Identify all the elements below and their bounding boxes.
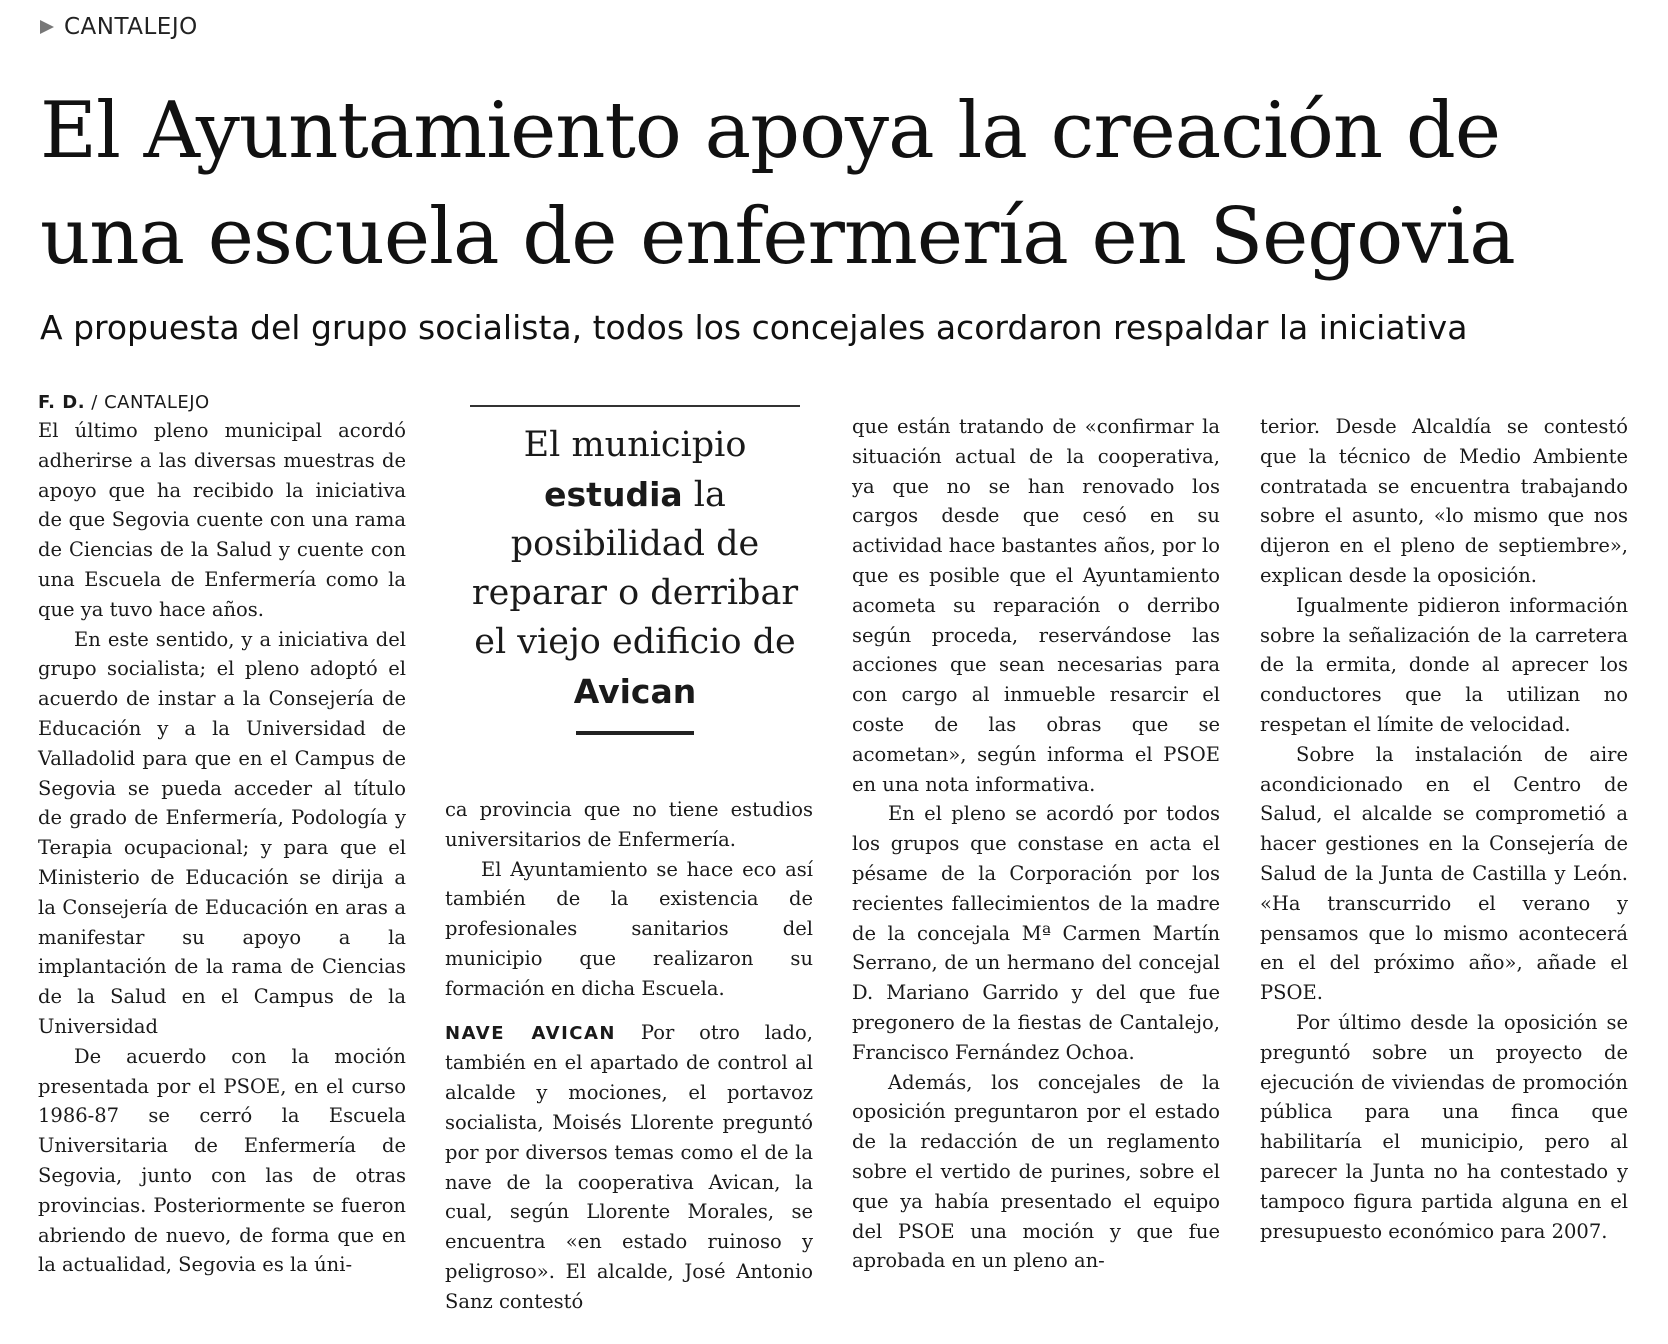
paragraph: que están tratando de «confirmar la situación actual de la cooperativa, ya que no se han renovado los cargos desde que cesó en su actividad hace bastantes años, por lo que es posible que el Ayuntamiento acometa su reparación o derribo según proceda, reservándose las acciones que sean necesarias para con cargo al inmueble resarcir el coste de las obras que se acometan», según informa el PSOE en una nota informativa. — [852, 415, 1220, 796]
pull-quote — [470, 405, 800, 735]
paragraph: Sobre la instalación de aire acondicionado en el Centro de Salud, el alcalde se comprometió a hacer gestiones en la Consejería de Salud de la Junta de Castilla y León. «Ha transcurrido el verano y pensamos que lo mismo acontecerá en el del próximo año», añade el PSOE. — [1260, 742, 1628, 1005]
paragraph: Por último desde la oposición se preguntó sobre un proyecto de ejecución de viviendas de promoción pública para una finca que habilitaría el municipio, pero al parecer la Junta no ha contestado y tampoco figura partida alguna en el presupuesto económico para 2007. — [1260, 1010, 1628, 1243]
column-1 — [38, 390, 406, 1280]
paragraph: NAVE AVICAN Por otro lado, también en el apartado de control al alcalde y mociones, el portavoz socialista, Moisés Llorente preguntó por por diversos temas como el de la nave de la cooperativa Avican, la cual, según Llorente Morales, se encuentra «en estado ruinoso y peligroso». El alcalde, José Antonio Sanz contestó — [445, 1020, 813, 1313]
section-name: CANTALEJO — [64, 14, 198, 40]
paragraph: ca provincia que no tiene estudios universitarios de Enfermería. — [445, 798, 813, 851]
play-triangle-icon — [40, 20, 54, 34]
paragraph: terior. Desde Alcaldía se contestó que la técnico de Medio Ambiente contratada se encuentra trabajando sobre el asunto, «lo mismo que nos dijeron en el pleno de septiembre», explican desde la oposición. — [1260, 415, 1628, 587]
headline: El Ayuntamiento apoya la creación de una escuela de enfermería en Segovia — [40, 86, 1515, 282]
byline-author: F. D. — [38, 392, 86, 413]
column-2 — [445, 795, 813, 1317]
pull-quote-rule — [576, 731, 694, 735]
subheadline: A propuesta del grupo socialista, todos los concejales acordaron respaldar la iniciativa — [40, 308, 1468, 347]
paragraph: El Ayuntamiento se hace eco así también de la existencia de profesionales sanitarios del municipio que realizaron su formación en dicha Escuela. — [445, 857, 813, 1000]
pull-quote-bold: Avican — [573, 672, 697, 711]
paragraph: Además, los concejales de la oposición preguntaron por el estado de la redacción de un reglamento sobre el vertido de purines, sobre el que ya había presentado el equipo del PSOE una moción y que fue aprobada en un pleno an- — [852, 1070, 1220, 1273]
lead-in-heading: NAVE AVICAN — [445, 1022, 616, 1044]
pull-quote-bold: estudia — [544, 475, 683, 514]
byline — [38, 390, 406, 416]
paragraph: Igualmente pidieron información sobre la señalización de la carretera de la ermita, donde al aprecer los conductores que la utilizan no respetan el límite de velocidad. — [1260, 593, 1628, 736]
paragraph: De acuerdo con la moción presentada por el PSOE, en el curso 1986-87 se cerró la Escuela Universitaria de Enfermería de Segovia, junto con las de otras provincias. Posteriormente se fueron abriendo de nuevo, de forma que en la actualidad, Segovia es la úni- — [38, 1044, 406, 1277]
paragraph: En este sentido, y a iniciativa del grupo socialista; el pleno adoptó el acuerdo de instar a la Consejería de Educación y a la Universidad de Valladolid para que en el Campus de Segovia se pueda acceder al título de grado de Enfermería, Podología y Terapia ocupacional; y para que el Ministerio de Educación se dirija a la Consejería de Educación en aras a manifestar su apoyo a la implantación de la rama de Ciencias de la Salud en el Campus de la Universidad — [38, 627, 406, 1038]
column-4 — [1260, 412, 1628, 1246]
paragraph: En el pleno se acordó por todos los grupos que constase en acta el pésame de la Corporación por los recientes fallecimientos de la madre de la concejala Mª Carmen Martín Serrano, de un hermano del concejal D. Mariano Garrido y del que fue pregonero de la fiestas de Cantalejo, Francisco Fernández Ochoa. — [852, 802, 1220, 1064]
byline-separator: / — [85, 392, 105, 413]
column-3 — [852, 412, 1220, 1276]
pull-quote-text: El municipio estudia la posibilidad de reparar o derribar el viejo edificio de Avican — [471, 425, 799, 711]
byline-location: CANTALEJO — [104, 392, 210, 413]
section-label — [40, 14, 198, 40]
paragraph: El último pleno municipal acordó adherirse a las diversas muestras de apoyo que ha recibido la iniciativa de que Segovia cuente con una rama de Ciencias de la Salud y cuente con una Escuela de Enfermería como la que ya tuvo hace años. — [38, 419, 406, 621]
